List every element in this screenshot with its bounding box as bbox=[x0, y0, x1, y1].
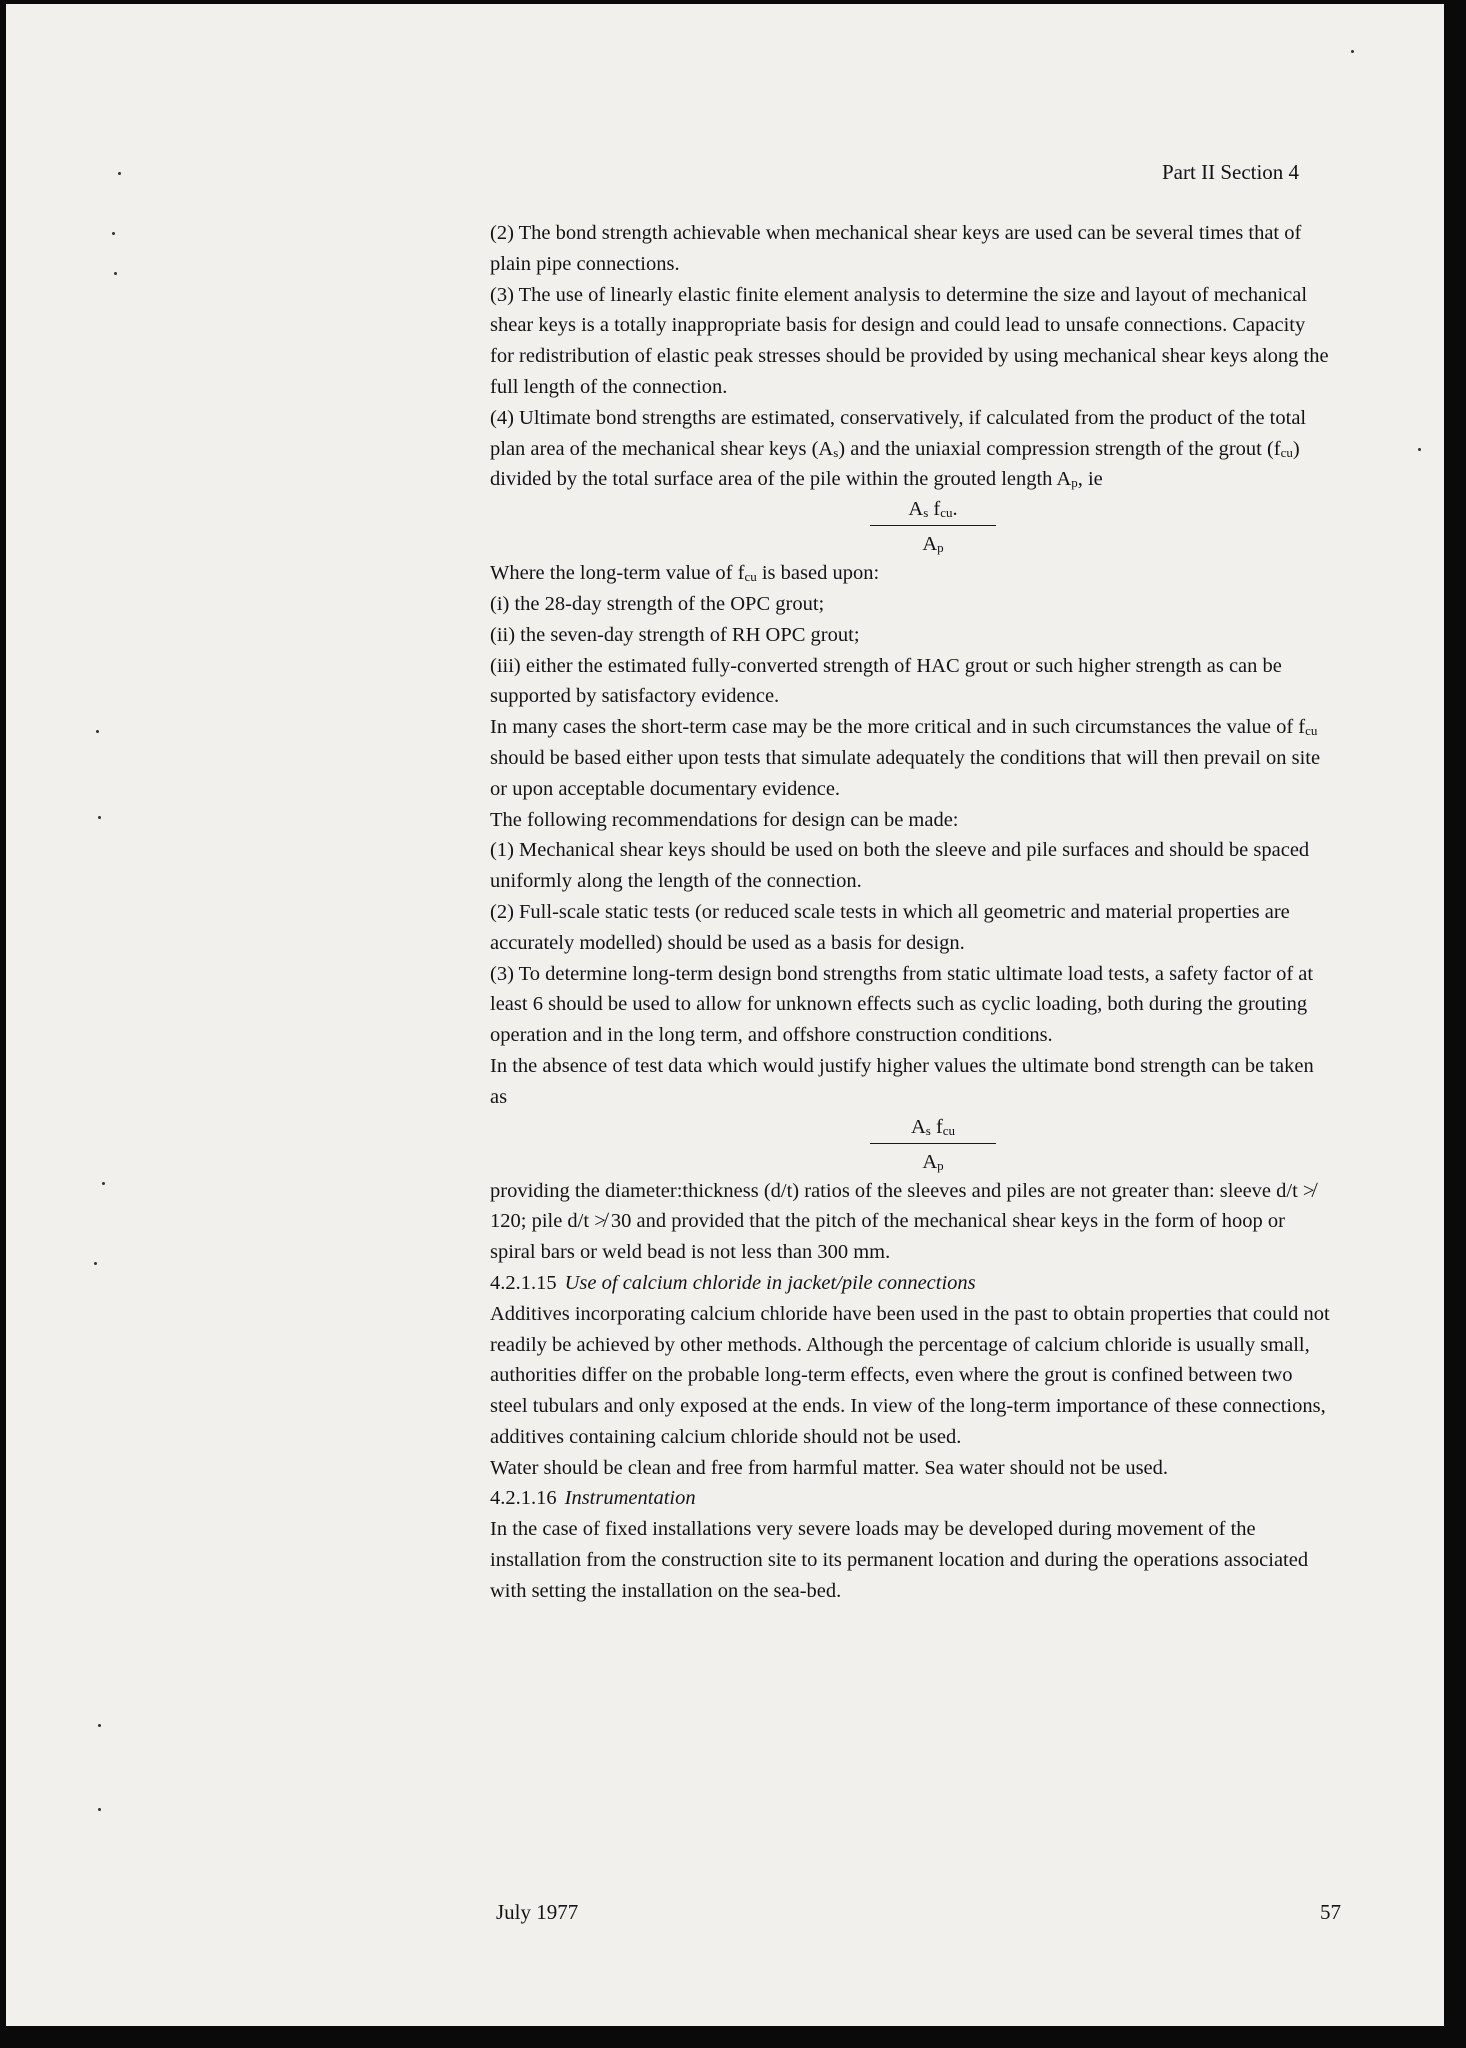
body-text bbox=[490, 218, 1330, 1607]
paragraph: In many cases the short-term case may be the more critical and in such circumstances the value of $f_{cu}$ should be based either upon tests that simulate adequately the conditions that will then prevail on site or upon acceptable documentary evidence. bbox=[490, 716, 1321, 800]
scan-speck bbox=[94, 1262, 97, 1265]
scan-speck bbox=[118, 172, 121, 175]
list-item: (i) the 28-day strength of the OPC grout; bbox=[490, 592, 825, 615]
footer-date: July 1977 bbox=[496, 1900, 579, 1924]
running-head: Part II Section 4 bbox=[1162, 160, 1300, 184]
scan-speck bbox=[98, 1808, 101, 1811]
section-number: 4.2.1.15 bbox=[490, 1271, 557, 1294]
paragraph: (4) Ultimate bond strengths are estimated, conservatively, if calculated from the product of the total plan area of the mechanical shear keys $(A_s)$ and the uniaxial compression strength of the grout $(f_{cu})$ divided by the total surface area of the pile within the grouted length $A_p$, ie bbox=[490, 406, 1307, 491]
paragraph: Where the long-term value of $f_{cu}$ is based upon: bbox=[490, 562, 880, 585]
paragraph: Water should be clean and free from harmful matter. Sea water should not be used. bbox=[490, 1456, 1169, 1479]
scan-speck bbox=[112, 232, 115, 235]
list-item: (ii) the seven-day strength of RH OPC grout; bbox=[490, 623, 860, 646]
section-title: Instrumentation bbox=[564, 1487, 696, 1510]
scan-speck bbox=[114, 272, 117, 275]
section-heading bbox=[490, 1483, 1330, 1514]
paragraph: Additives incorporating calcium chloride have been used in the past to obtain properties that could not readily be achieved by other methods. Although the percentage of calcium chloride is usually small, authorities differ on the probable long-term effects, even where the grout is confined between two steel tubulars and only exposed at the ends. In view of the long-term importance of these connections, additives containing calcium chloride should not be used. bbox=[490, 1302, 1330, 1448]
paragraph: In the case of fixed installations very severe loads may be developed during movement of the installation from the construction site to its permanent location and during the operations associated with setting the installation on the sea-bed. bbox=[490, 1518, 1309, 1602]
formula-denominator: $A_p$ bbox=[922, 1150, 944, 1173]
paragraph: (2) The bond strength achievable when mechanical shear keys are used can be several times that of plain pipe connections. bbox=[490, 222, 1302, 275]
bond-strength-formula bbox=[870, 495, 996, 558]
scan-speck bbox=[102, 1182, 105, 1185]
document-page bbox=[6, 4, 1444, 2026]
list-item: (2) Full-scale static tests (or reduced scale tests in which all geometric and material properties are accurately modelled) should be used as a basis for design. bbox=[490, 900, 1290, 954]
paragraph: In the absence of test data which would justify higher values the ultimate bond strength can be taken as bbox=[490, 1054, 1314, 1108]
section-title: Use of calcium chloride in jacket/pile connections bbox=[564, 1271, 976, 1294]
scan-speck bbox=[96, 730, 99, 733]
list-item: (3) To determine long-term design bond strengths from static ultimate load tests, a safety factor of at least 6 should be used to allow for unknown effects such as cyclic loading, both during the grouting operation and in the long term, and offshore construction conditions. bbox=[490, 962, 1314, 1047]
paragraph: providing the diameter:thickness (d/t) ratios of the sleeves and piles are not greater than: sleeve d/t ≯ 120; pile d/t ≯ 30 and provided that the pitch of the mechanical shear keys in the form of hoop or spiral bars or weld bead is not less than 300 mm. bbox=[490, 1179, 1315, 1264]
scan-speck bbox=[98, 1724, 101, 1727]
formula-numerator: $A_s$ $f_{cu}$. bbox=[870, 495, 996, 526]
page-number: 57 bbox=[1320, 1900, 1341, 1924]
section-heading bbox=[490, 1268, 1330, 1299]
ultimate-bond-formula bbox=[870, 1113, 996, 1176]
paragraph: The following recommendations for design can be made: bbox=[490, 808, 959, 831]
formula-numerator: $A_s$ $f_{cu}$ bbox=[870, 1113, 996, 1144]
section-number: 4.2.1.16 bbox=[490, 1487, 557, 1510]
formula-denominator: $A_p$ bbox=[922, 533, 944, 556]
list-item: (1) Mechanical shear keys should be used on both the sleeve and pile surfaces and should be spaced uniformly along the length of the connection. bbox=[490, 839, 1310, 893]
list-item: (iii) either the estimated fully-converted strength of HAC grout or such higher strength as can be supported by satisfactory evidence. bbox=[490, 654, 1282, 708]
paragraph: (3) The use of linearly elastic finite element analysis to determine the size and layout of mechanical shear keys is a totally inappropriate basis for design and could lead to unsafe connections. Capacity for redistribution of elastic peak stresses should be provided by using mechanical shear keys along the full length of the connection. bbox=[490, 283, 1329, 398]
scan-speck bbox=[98, 816, 101, 819]
scan-speck bbox=[1418, 448, 1421, 451]
scan-speck bbox=[1351, 50, 1354, 53]
